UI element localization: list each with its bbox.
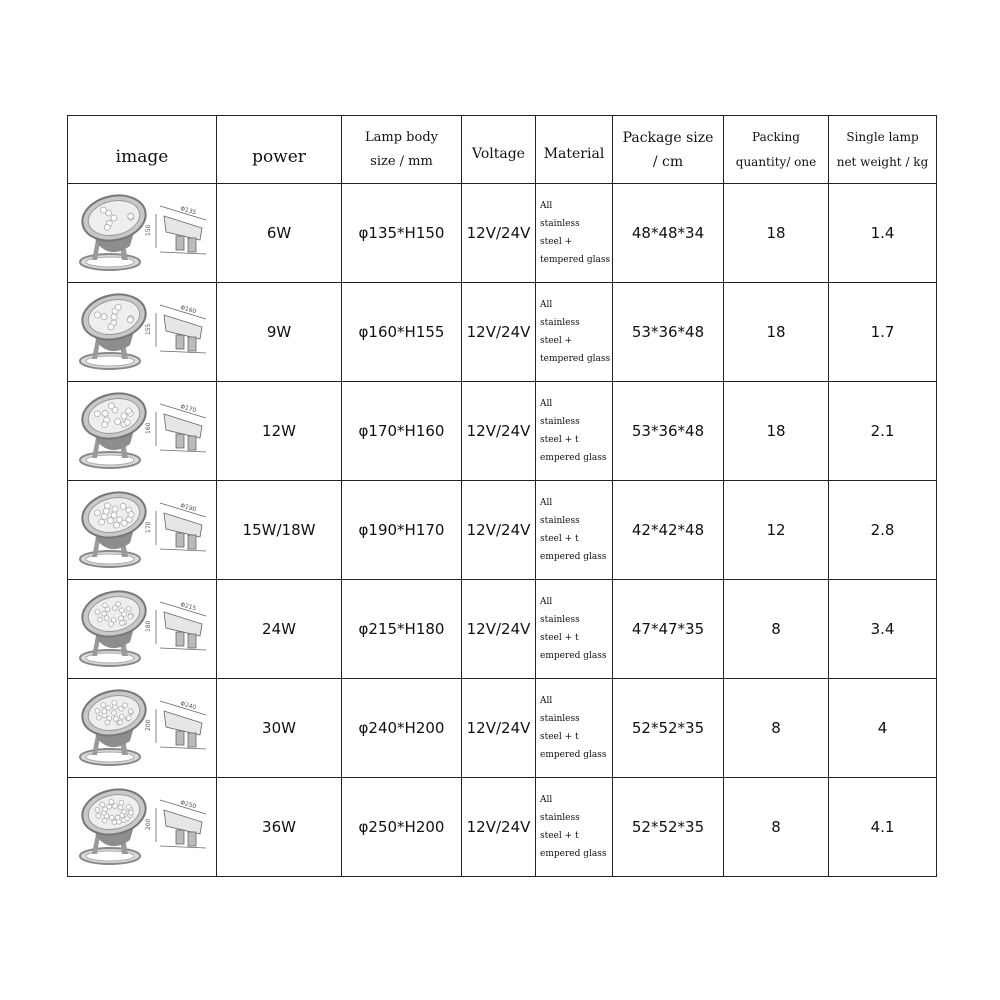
voltage-cell: 12V/24V [462,778,536,877]
material-cell: All stainless steel + t empered glass [536,382,613,481]
voltage-cell: 12V/24V [462,184,536,283]
package-cell: 53*36*48 [613,382,724,481]
weight-cell: 2.8 [829,481,937,580]
quantity-cell: 8 [724,778,829,877]
table-row [68,382,937,481]
size-cell: φ190*H170 [342,481,462,580]
weight-cell: 4 [829,679,937,778]
header-power: power [217,116,342,184]
image-cell [68,679,217,778]
header-package-text: Package size / cm [622,129,714,170]
quantity-cell: 12 [724,481,829,580]
power-cell: 30W [217,679,342,778]
svg-text:Φ190: Φ190 [179,502,197,514]
svg-text:180: 180 [145,620,152,632]
svg-text:155: 155 [145,323,152,335]
size-cell: φ135*H150 [342,184,462,283]
size-cell: φ170*H160 [342,382,462,481]
header-voltage: Voltage [462,116,536,184]
header-packing-quantity [724,116,829,184]
power-cell: 24W [217,580,342,679]
header-image: image [68,116,217,184]
svg-text:200: 200 [145,719,152,731]
svg-text:Φ135: Φ135 [179,205,197,217]
image-cell [68,283,217,382]
quantity-cell: 8 [724,580,829,679]
header-lamp-body-size [342,116,462,184]
lamp-image-1 [72,188,212,278]
power-cell: 15W/18W [217,481,342,580]
quantity-cell: 18 [724,184,829,283]
size-cell: φ240*H200 [342,679,462,778]
image-cell [68,481,217,580]
quantity-cell: 8 [724,679,829,778]
table-row [68,481,937,580]
size-cell: φ250*H200 [342,778,462,877]
package-cell: 47*47*35 [613,580,724,679]
voltage-cell: 12V/24V [462,382,536,481]
svg-text:160: 160 [145,422,152,434]
material-cell: All stainless steel + tempered glass [536,283,613,382]
image-cell [68,184,217,283]
lamp-image-3 [72,386,212,476]
material-cell: All stainless steel + t empered glass [536,679,613,778]
weight-cell: 2.1 [829,382,937,481]
svg-text:Φ250: Φ250 [179,799,197,811]
header-packing-text: Packing quantity/ one [735,129,817,169]
header-weight-text: Single lamp net weight / kg [836,129,929,169]
spec-table [67,115,937,877]
header-lamp-body-text: Lamp body size / mm [365,129,438,169]
table-row [68,580,937,679]
svg-text:150: 150 [145,224,152,236]
voltage-cell: 12V/24V [462,481,536,580]
power-cell: 9W [217,283,342,382]
package-cell: 53*36*48 [613,283,724,382]
quantity-cell: 18 [724,382,829,481]
voltage-cell: 12V/24V [462,679,536,778]
package-cell: 52*52*35 [613,679,724,778]
svg-text:Φ240: Φ240 [179,700,197,712]
package-cell: 42*42*48 [613,481,724,580]
image-cell [68,382,217,481]
voltage-cell: 12V/24V [462,580,536,679]
material-cell: All stainless steel + t empered glass [536,778,613,877]
voltage-cell: 12V/24V [462,283,536,382]
table-row [68,283,937,382]
header-material: Material [536,116,613,184]
material-cell: All stainless steel + tempered glass [536,184,613,283]
image-cell [68,580,217,679]
power-cell: 12W [217,382,342,481]
material-cell: All stainless steel + t empered glass [536,481,613,580]
package-cell: 52*52*35 [613,778,724,877]
size-cell: φ160*H155 [342,283,462,382]
lamp-image-6 [72,683,212,773]
table-row [68,778,937,877]
size-cell: φ215*H180 [342,580,462,679]
header-net-weight [829,116,937,184]
weight-cell: 4.1 [829,778,937,877]
svg-text:200: 200 [145,818,152,830]
svg-text:Φ215: Φ215 [179,601,197,613]
svg-text:Φ160: Φ160 [179,304,197,316]
package-cell: 48*48*34 [613,184,724,283]
svg-text:Φ170: Φ170 [179,403,197,415]
table-row [68,679,937,778]
image-cell [68,778,217,877]
table-row [68,184,937,283]
lamp-image-7 [72,782,212,872]
weight-cell: 1.4 [829,184,937,283]
header-package-size [613,116,724,184]
lamp-image-5 [72,584,212,674]
weight-cell: 1.7 [829,283,937,382]
header-row [68,116,937,184]
quantity-cell: 18 [724,283,829,382]
weight-cell: 3.4 [829,580,937,679]
lamp-image-2 [72,287,212,377]
svg-text:170: 170 [145,521,152,533]
power-cell: 36W [217,778,342,877]
power-cell: 6W [217,184,342,283]
lamp-image-4 [72,485,212,575]
material-cell: All stainless steel + t empered glass [536,580,613,679]
